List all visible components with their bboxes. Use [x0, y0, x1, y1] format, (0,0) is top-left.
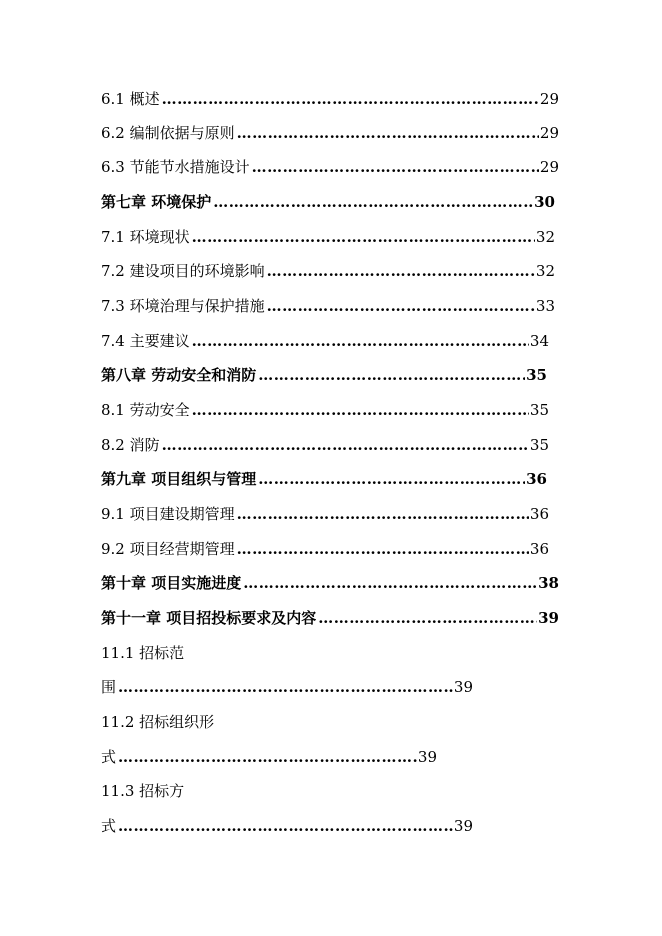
toc-chapter-11[interactable] — [101, 606, 559, 630]
toc-entry-11-3-second-line[interactable] — [101, 814, 473, 838]
toc-entry-11-3-first-line[interactable]: 11.3 招标方 — [101, 782, 185, 800]
toc-entry-page: 35 — [529, 436, 549, 454]
toc-entry-title: 7.1 环境现状 — [101, 228, 190, 246]
toc-entry-title: 6.2 编制依据与原则 — [101, 124, 235, 142]
dot-leader — [192, 398, 529, 422]
toc-entry-title: 8.2 消防 — [101, 436, 160, 454]
toc-entry-11-2-first-line[interactable]: 11.2 招标组织形 — [101, 713, 215, 731]
toc-entry-page: 32 — [535, 228, 555, 246]
dot-leader — [237, 121, 539, 145]
dot-leader — [192, 225, 535, 249]
toc-entry-8-2[interactable] — [101, 433, 549, 457]
toc-entry-9-2[interactable] — [101, 537, 549, 561]
toc-entry-title: 9.2 项目经营期管理 — [101, 540, 235, 558]
dot-leader — [118, 675, 453, 699]
toc-entry-11-1-first-line[interactable]: 11.1 招标范 — [101, 644, 185, 662]
toc-entry-page: 35 — [529, 401, 549, 419]
dot-leader — [162, 87, 539, 111]
toc-chapter-title: 第九章 项目组织与管理 — [101, 470, 257, 488]
toc-entry-7-3[interactable] — [101, 294, 555, 318]
toc-entry-title: 6.3 节能节水措施设计 — [101, 158, 250, 176]
toc-chapter-page: 35 — [526, 366, 547, 384]
toc-chapter-8[interactable] — [101, 363, 547, 387]
toc-entry-page: 39 — [453, 817, 473, 835]
toc-entry-page: 29 — [539, 90, 559, 108]
toc-entry-page: 29 — [539, 158, 559, 176]
toc-entry-page: 29 — [539, 124, 559, 142]
toc-entry-page: 36 — [529, 505, 549, 523]
dot-leader — [267, 259, 535, 283]
toc-entry-11-2-second-line[interactable] — [101, 745, 437, 769]
toc-chapter-9[interactable] — [101, 467, 547, 491]
dot-leader — [243, 571, 537, 595]
toc-entry-7-2[interactable] — [101, 259, 555, 283]
toc-entry-page: 39 — [417, 748, 437, 766]
toc-entry-6-1[interactable] — [101, 87, 559, 111]
toc-entry-title: 9.1 项目建设期管理 — [101, 505, 235, 523]
toc-entry-title: 7.2 建设项目的环境影响 — [101, 262, 265, 280]
toc-entry-title-cont: 围 — [101, 678, 117, 696]
toc-chapter-title: 第八章 劳动安全和消防 — [101, 366, 257, 384]
toc-chapter-title: 第七章 环境保护 — [101, 193, 212, 211]
toc-entry-6-2[interactable] — [101, 121, 559, 145]
toc-entry-title: 6.1 概述 — [101, 90, 160, 108]
toc-chapter-title: 第十一章 项目招投标要求及内容 — [101, 609, 317, 627]
toc-entry-title-cont: 式 — [101, 817, 117, 835]
dot-leader — [213, 190, 533, 214]
toc-entry-7-4[interactable] — [101, 329, 549, 353]
toc-entry-title: 7.4 主要建议 — [101, 332, 190, 350]
dot-leader — [237, 502, 529, 526]
toc-chapter-title: 第十章 项目实施进度 — [101, 574, 242, 592]
toc-entry-6-3[interactable] — [101, 155, 559, 179]
toc-entry-page: 36 — [529, 540, 549, 558]
dot-leader — [237, 537, 529, 561]
toc-entry-8-1[interactable] — [101, 398, 549, 422]
toc-entry-page: 32 — [535, 262, 555, 280]
toc-chapter-page: 30 — [534, 193, 555, 211]
toc-chapter-page: 38 — [538, 574, 559, 592]
toc-entry-9-1[interactable] — [101, 502, 549, 526]
dot-leader — [252, 155, 539, 179]
toc-entry-7-1[interactable] — [101, 225, 555, 249]
toc-entry-title: 8.1 劳动安全 — [101, 401, 190, 419]
dot-leader — [162, 433, 529, 457]
toc-chapter-10[interactable] — [101, 571, 559, 595]
dot-leader — [267, 294, 535, 318]
toc-chapter-page: 36 — [526, 470, 547, 488]
toc-entry-title-cont: 式 — [101, 748, 117, 766]
dot-leader — [118, 745, 417, 769]
toc-chapter-page: 39 — [538, 609, 559, 627]
toc-entry-title: 7.3 环境治理与保护措施 — [101, 297, 265, 315]
toc-entry-page: 34 — [529, 332, 549, 350]
dot-leader — [118, 814, 453, 838]
dot-leader — [258, 467, 525, 491]
dot-leader — [318, 606, 537, 630]
toc-entry-11-1-second-line[interactable] — [101, 675, 473, 699]
toc-entry-page: 39 — [453, 678, 473, 696]
dot-leader — [192, 329, 529, 353]
toc-chapter-7[interactable] — [101, 190, 555, 214]
dot-leader — [258, 363, 525, 387]
toc-entry-page: 33 — [535, 297, 555, 315]
